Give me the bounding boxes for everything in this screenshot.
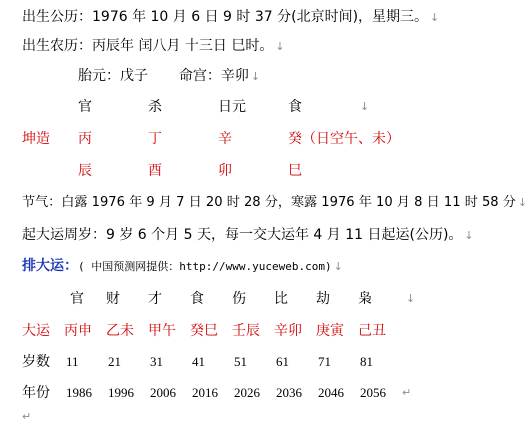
dayun-god: 劫 [316,291,330,307]
dayun-god: 比 [274,291,288,307]
qiyun-text: 起大运周岁：9 岁 6 个月 5 天，每一交大运年 4 月 11 日起运(公历)。 [22,227,463,243]
dayun-item: 癸巳 [190,323,218,339]
year-value: 2046 [318,385,344,400]
age-value: 81 [360,354,373,369]
branch: 巳 [288,163,302,179]
dayun-heading-line [22,257,343,275]
year-value: 1986 [66,385,92,400]
paragraph-mark: ↓ [250,70,261,83]
paragraph-mark: ↓ [333,260,343,273]
paragraph-mark: ↓ [464,229,474,242]
birth-solar-line [22,8,439,26]
age-value: 71 [318,354,331,369]
pillar-header: 日元 [218,99,246,115]
dayun-heading: 排大运： [22,258,78,274]
pillar-header: 杀 [148,99,162,115]
jieqi-line [22,194,527,212]
dayun-label: 大运 [22,323,50,339]
dayun-item: 乙未 [106,323,134,339]
year-value: 2036 [276,385,302,400]
taiyuan-text: 胎元：戊子 [78,68,148,84]
age-value: 11 [66,354,79,369]
return-mark: ↵ [402,386,412,399]
branch: 辰 [78,163,92,179]
birth-lunar-text: 出生农历：丙辰年 闰八月 十三日 巳时。 [22,38,274,54]
paragraph-mark: ↓ [360,100,370,113]
year-label: 年份 [22,385,50,401]
dayun-item: 庚寅 [316,323,344,339]
pillar-header: 食 [288,99,302,115]
year-value: 2016 [192,385,218,400]
return-mark: ↵ [22,410,32,423]
age-value: 61 [276,354,289,369]
dayun-god: 伤 [232,291,246,307]
minggong-text: 命宫：辛卯 [178,68,249,84]
birth-solar-text: 出生公历：1976 年 10 月 6 日 9 时 37 分(北京时间)，星期三。 [22,9,429,25]
dayun-god: 官 [70,291,84,307]
dayun-item: 辛卯 [274,323,302,339]
dayun-item: 己丑 [358,323,386,339]
year-value: 2056 [360,385,386,400]
stem: 丁 [148,131,162,147]
dayun-god: 食 [190,291,204,307]
age-label: 岁数 [22,354,50,370]
year-value: 2026 [234,385,260,400]
paragraph-mark: ↓ [430,11,440,24]
dayun-god: 才 [148,291,162,307]
year-value: 2006 [150,385,176,400]
age-value: 31 [150,354,163,369]
taiyuan-minggong-line [78,67,260,85]
dayun-item: 丙申 [64,323,92,339]
qiyun-line [22,226,474,244]
branch: 酉 [148,163,162,179]
year-value: 1996 [108,385,134,400]
pillar-header: 官 [78,99,92,115]
age-value: 41 [192,354,205,369]
stem: 辛 [218,131,232,147]
stem: 癸（日空午、未） [288,131,400,147]
dayun-item: 壬辰 [232,323,260,339]
jieqi-text: 节气：白露 1976 年 9 月 7 日 20 时 28 分，寒露 1976 年 10 月 8 日 11 时 58 分 [22,195,516,210]
paragraph-mark: ↓ [275,40,285,53]
stem: 丙 [78,131,92,147]
paragraph-mark: ↓ [517,196,527,209]
dayun-source: ( 中国预测网提供：http://www.yuceweb.com) [78,260,332,273]
branch: 卯 [218,163,232,179]
paragraph-mark: ↓ [406,292,416,305]
age-value: 21 [108,354,121,369]
dayun-god: 枭 [358,291,372,307]
dayun-item: 甲午 [148,323,176,339]
kunzao-label: 坤造 [22,131,50,147]
age-value: 51 [234,354,247,369]
dayun-god: 财 [106,291,120,307]
birth-lunar-line [22,37,285,55]
